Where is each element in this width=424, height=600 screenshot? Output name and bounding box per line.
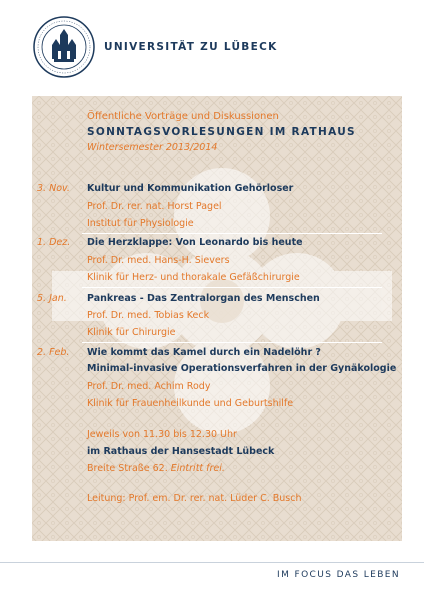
lecture-speaker: Prof. Dr. med. Tobias Keck: [87, 310, 210, 321]
university-seal-icon: [32, 15, 96, 79]
lecture-title: Wie kommt das Kamel durch ein Nadelöhr ?: [87, 347, 321, 358]
divider: [82, 233, 382, 234]
footer-divider: [0, 562, 424, 563]
venue-address-line: [87, 463, 225, 474]
event-subtitle: Öffentliche Vorträge und Diskussionen: [87, 111, 279, 122]
divider: [82, 342, 382, 343]
venue-time: Jeweils von 11.30 bis 12.30 Uhr: [87, 429, 237, 440]
content: [32, 96, 402, 541]
lecture-title: Kultur und Kommunikation Gehörloser: [87, 183, 294, 194]
lecture-date: 1. Dez.: [37, 237, 71, 248]
lecture-speaker: Prof. Dr. med. Achim Rody: [87, 381, 211, 392]
venue-place: im Rathaus der Hansestadt Lübeck: [87, 446, 275, 457]
divider: [82, 287, 382, 288]
lecture-institute: Klinik für Chirurgie: [87, 327, 176, 338]
lecture-institute: Institut für Physiologie: [87, 218, 194, 229]
admission: Eintritt frei.: [170, 463, 225, 474]
lecture-date: 3. Nov.: [37, 183, 70, 194]
motto: IM FOCUS DAS LEBEN: [277, 570, 400, 580]
organizer: Leitung: Prof. em. Dr. rer. nat. Lüder C. Busch: [87, 493, 302, 504]
university-name: UNIVERSITÄT ZU LÜBECK: [104, 41, 278, 53]
venue-address: Breite Straße 62.: [87, 463, 168, 474]
semester: Wintersemester 2013/2014: [87, 142, 218, 153]
lecture-institute: Klinik für Herz- und thorakale Gefäßchirurgie: [87, 272, 300, 283]
lecture-title: Pankreas - Das Zentralorgan des Menschen: [87, 293, 320, 304]
lecture-date: 2. Feb.: [37, 347, 70, 358]
lecture-speaker: Prof. Dr. rer. nat. Horst Pagel: [87, 201, 222, 212]
header: [32, 12, 278, 82]
lecture-speaker: Prof. Dr. med. Hans-H. Sievers: [87, 255, 230, 266]
lecture-institute: Klinik für Frauenheilkunde und Geburtshilfe: [87, 398, 294, 409]
lecture-title: Die Herzklappe: Von Leonardo bis heute: [87, 237, 303, 248]
lecture-title-line2: Minimal-invasive Operationsverfahren in der Gynäkologie: [87, 363, 397, 374]
lecture-date: 5. Jan.: [37, 293, 67, 304]
event-title: SONNTAGSVORLESUNGEN IM RATHAUS: [87, 126, 356, 138]
